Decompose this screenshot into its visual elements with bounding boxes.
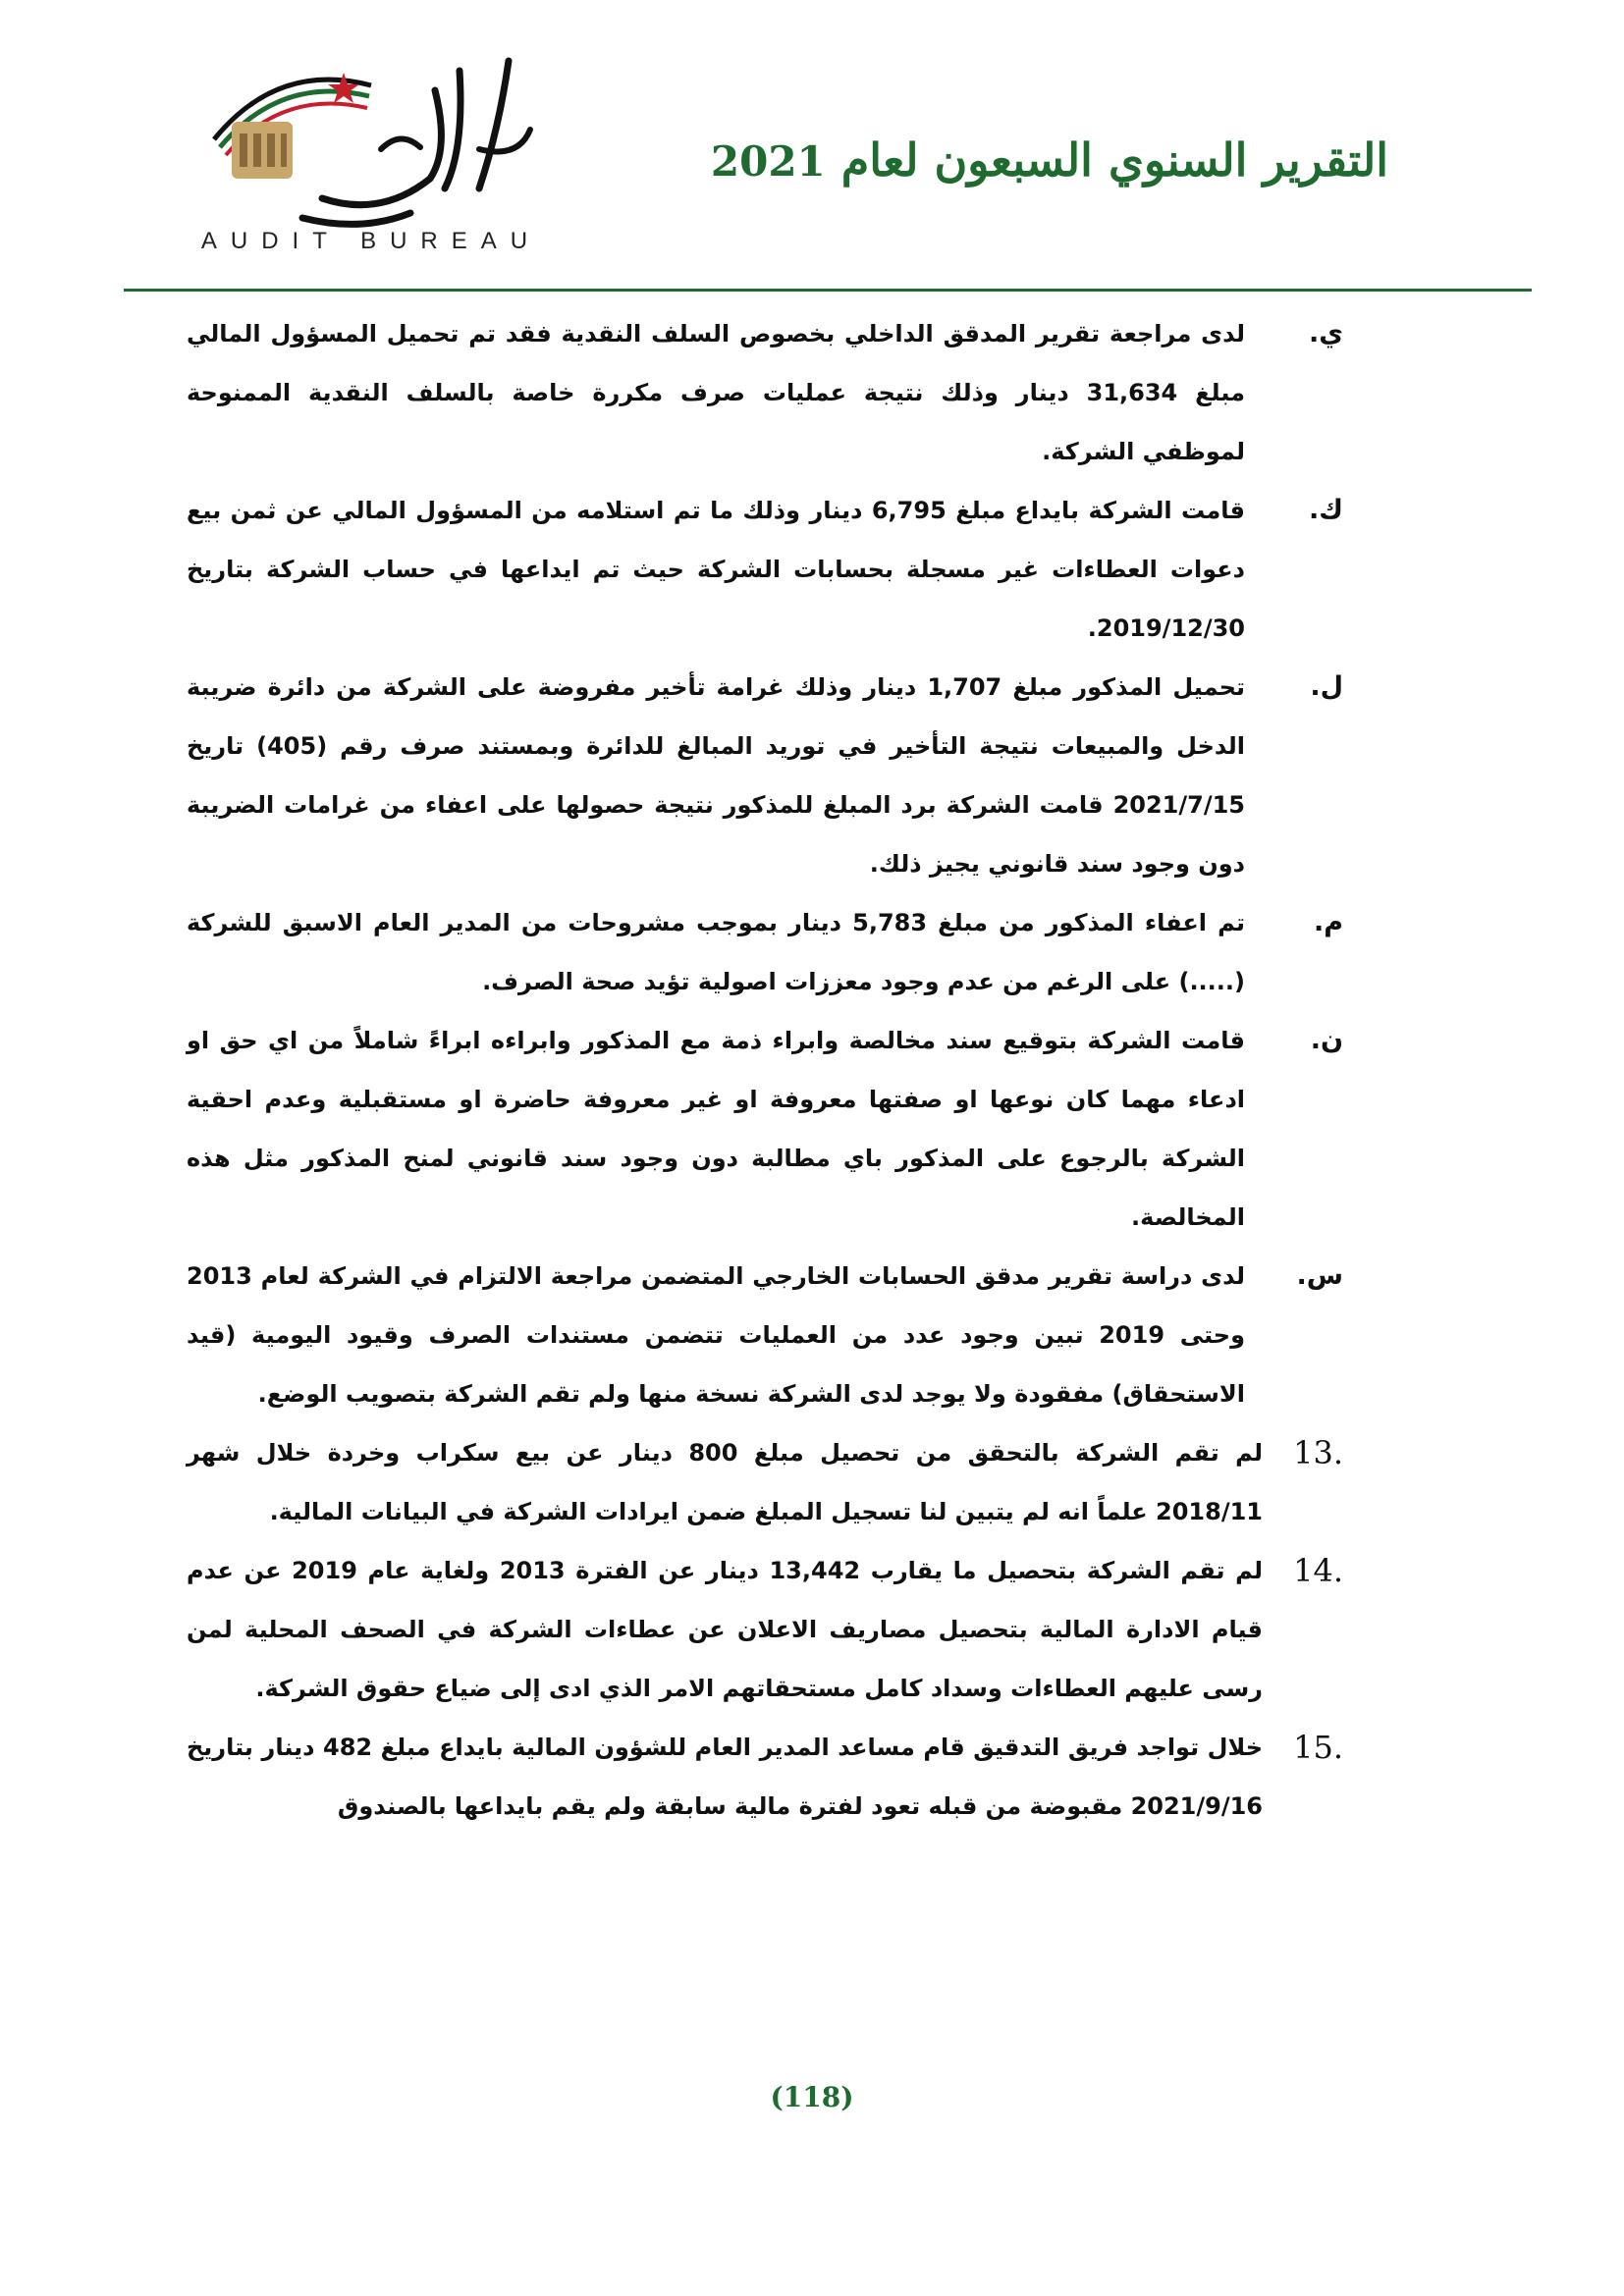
list-item [167, 1247, 1343, 1423]
item-text: لم تقم الشركة بتحصيل ما يقارب 13,442 دينار عن الفترة 2013 ولغاية عام 2019 عن عدم قيام الادارة المالية بتحصيل مصاريف الاعلان عن عطاءات الشركة في الصحف المحلية لمن رسى عليهم العطاءات وسداد كامل مستحقاتهم الامر الذي ادى إلى ضياع حقوق الشركة. [187, 1557, 1263, 1702]
list-item [167, 893, 1343, 1011]
item-text: لم تقم الشركة بالتحقق من تحصيل مبلغ 800 دينار عن بيع سكراب وخردة خلال شهر 2018/11 علماً انه لم يتبين لنا تسجيل المبلغ ضمن ايرادات الشركة في البيانات المالية. [187, 1439, 1263, 1525]
item-text: قامت الشركة بايداع مبلغ 6,795 دينار وذلك ما تم استلامه من المسؤول المالي عن ثمن بيع دعوات العطاءات غير مسجلة بحسابات الشركة حيث تم ايداعها في حساب الشركة بتاريخ 2019/12/30. [187, 497, 1245, 642]
list-item [167, 481, 1343, 658]
item-number: 15. [1293, 1729, 1343, 1766]
item-text: خلال تواجد فريق التدقيق قام مساعد المدير العام للشؤون المالية بايداع مبلغ 482 دينار بتاريخ 2021/9/16 مقبوضة من قبله تعود لفترة مالية سابقة ولم يقم بايداعها بالصندوق [187, 1734, 1264, 1820]
item-number: 14. [1293, 1552, 1343, 1589]
item-marker: م. [1313, 907, 1343, 937]
item-text: تم اعفاء المذكور من مبلغ 5,783 دينار بموجب مشروحات من المدير العام الاسبق للشركة (.....) على الرغم من عدم وجود معززات اصولية تؤيد صحة الصرف. [187, 909, 1245, 995]
item-marker: ي. [1308, 318, 1343, 348]
item-marker: ك. [1308, 495, 1343, 525]
item-marker: ن. [1310, 1025, 1343, 1055]
numbered-item [167, 1718, 1343, 1836]
item-text: قامت الشركة بتوقيع سند مخالصة وابراء ذمة مع المذكور وابراءه ابراءً شاملاً من اي حق او ادعاء مهما كان نوعها او صفتها معروفة او غير معروفة حاضرة او مستقبلية وعدم احقية الشركة بالرجوع على المذكور باي مطالبة دون وجود سند قانوني لمنح المذكور مثل هذه المخالصة. [187, 1027, 1245, 1231]
item-marker: س. [1296, 1260, 1343, 1291]
logo-caption: AUDIT BUREAU [200, 228, 542, 254]
report-year: 2021 [710, 137, 826, 186]
item-text: تحميل المذكور مبلغ 1,707 دينار وذلك غرامة تأخير مفروضة على الشركة من دائرة ضريبة الدخل والمبيعات نتيجة التأخير في توريد المبالغ للدائرة وبمستند صرف رقم (405) تاريخ 2021/7/15 قامت الشركة برد المبلغ للمذكور نتيجة حصولها على اعفاء من غرامات الضريبة دون وجود سند قانوني يجيز ذلك. [187, 673, 1245, 878]
audit-bureau-logo [185, 31, 558, 255]
item-text: لدى دراسة تقرير مدقق الحسابات الخارجي المتضمن مراجعة الالتزام في الشركة لعام 2013 وحتى 2019 تبين وجود عدد من العمليات تتضمن مستندات الصرف وقيود اليومية (قيد الاستحقاق) مفقودة ولا يوجد لدى الشركة نسخة منها ولم تقم الشركة بتصويب الوضع. [187, 1262, 1246, 1408]
numbered-item [167, 1541, 1343, 1718]
item-text: لدى مراجعة تقرير المدقق الداخلي بخصوص السلف النقدية فقد تم تحميل المسؤول المالي مبلغ 31,634 دينار وذلك نتيجة عمليات صرف مكررة خاصة بالسلف النقدية الممنوحة لموظفي الشركة. [187, 320, 1245, 465]
list-item [167, 1011, 1343, 1247]
numbered-item [167, 1423, 1343, 1541]
logo-arabic-text: ديوان المحاسبة [423, 179, 430, 180]
item-marker: ل. [1310, 671, 1343, 702]
report-title-text: التقرير السنوي السبعون لعام [840, 133, 1388, 187]
report-body [167, 304, 1343, 1836]
header-divider [124, 289, 1532, 292]
list-item [167, 658, 1343, 893]
item-number: 13. [1293, 1434, 1343, 1471]
report-title [711, 133, 1388, 187]
list-item [167, 304, 1343, 481]
page-number: (118) [770, 2081, 854, 2113]
